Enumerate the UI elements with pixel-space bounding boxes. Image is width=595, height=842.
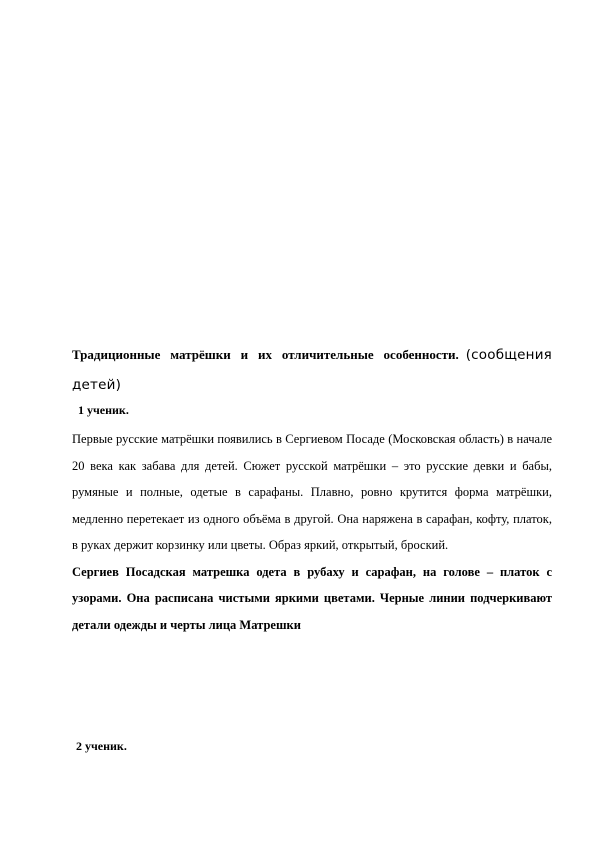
student-2-label: 2 ученик. (76, 739, 127, 753)
section-title-bold: Традиционные матрёшки и их отличительные особенности. (72, 347, 459, 362)
paragraph-1: Первые русские матрёшки появились в Сергиевом Посаде (Московская область) в начале 20 века как забава для детей. Сюжет русской матрёшки – это русские девки и бабы, румяные и полные, одетые в сарафаны. Плавно, ровно крутится форма матрёшки, медленно перетекает из одного объёма в другой. Она наряжена в сарафан, кофту, платок, в руках держит корзинку или цветы. Образ яркий, открытый, броский. (72, 432, 552, 552)
paragraph-2: Сергиев Посадская матрешка одета в рубаху и сарафан, на голове – платок с узорами. Она расписана чистыми яркими цветами. Черные линии подчеркивают детали одежды и черты лица Матрешки (72, 564, 552, 632)
section-title-note: (сообщения детей) (72, 347, 552, 393)
document-body (72, 340, 552, 638)
section-title (72, 340, 552, 400)
student-1-label: 1 ученик. (78, 403, 129, 417)
